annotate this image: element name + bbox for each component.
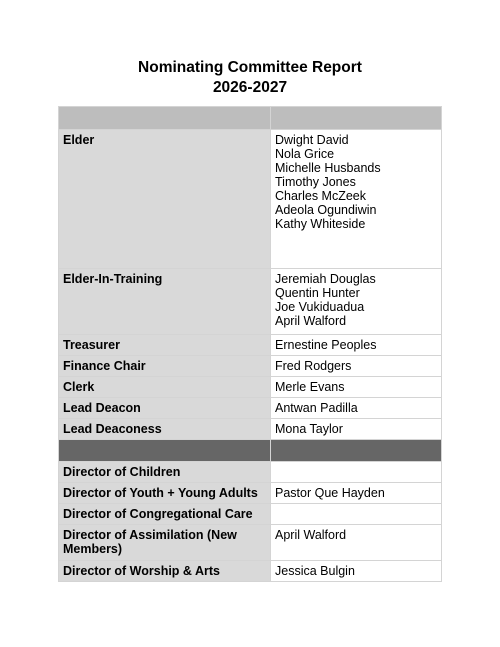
name-entry: Michelle Husbands	[275, 161, 381, 175]
name-entry: Kathy Whiteside	[275, 217, 366, 231]
table-row	[59, 504, 442, 525]
separator-band-row	[59, 440, 442, 462]
name-entry: Jeremiah Douglas	[275, 272, 376, 286]
name-cell: Pastor Que Hayden	[271, 483, 442, 504]
name-entry: Charles McZeek	[275, 189, 366, 203]
role-cell: Elder	[59, 130, 271, 269]
table-row	[59, 398, 442, 419]
name-cell: Jessica Bulgin	[271, 561, 442, 582]
name-cell	[271, 462, 442, 483]
name-entry: April Walford	[275, 314, 347, 328]
header-band-cell	[59, 107, 271, 130]
document-title	[0, 58, 500, 98]
name-cell	[271, 504, 442, 525]
header-band-cell	[271, 107, 442, 130]
role-cell: Treasurer	[59, 335, 271, 356]
role-cell: Clerk	[59, 377, 271, 398]
table-row	[59, 377, 442, 398]
name-entry: Adeola Ogundiwin	[275, 203, 377, 217]
names-cell	[271, 269, 442, 335]
name-cell: Antwan Padilla	[271, 398, 442, 419]
table-row	[59, 356, 442, 377]
table-row	[59, 130, 442, 269]
role-cell: Director of Assimilation (New Members)	[59, 525, 271, 561]
role-cell: Finance Chair	[59, 356, 271, 377]
role-cell: Director of Congregational Care	[59, 504, 271, 525]
name-cell: April Walford	[271, 525, 442, 561]
name-entry: Dwight David	[275, 133, 349, 147]
name-entry: Timothy Jones	[275, 175, 356, 189]
role-cell: Director of Worship & Arts	[59, 561, 271, 582]
table-row	[59, 419, 442, 440]
table-row	[59, 483, 442, 504]
separator-band-cell	[59, 440, 271, 462]
title-line-2: 2026-2027	[212, 79, 288, 96]
table-row	[59, 269, 442, 335]
name-entry: Nola Grice	[275, 147, 335, 161]
name-cell: Fred Rodgers	[271, 356, 442, 377]
name-cell: Merle Evans	[271, 377, 442, 398]
name-cell: Mona Taylor	[271, 419, 442, 440]
role-cell: Director of Youth + Young Adults	[59, 483, 271, 504]
table-row	[59, 335, 442, 356]
header-band-row	[59, 107, 442, 130]
name-entry: Joe Vukiduadua	[275, 300, 365, 314]
separator-band-cell	[271, 440, 442, 462]
table-row	[59, 561, 442, 582]
role-cell: Director of Children	[59, 462, 271, 483]
role-cell: Lead Deaconess	[59, 419, 271, 440]
table-row	[59, 462, 442, 483]
name-entry: Quentin Hunter	[275, 286, 360, 300]
title-line-1: Nominating Committee Report	[138, 59, 362, 76]
role-cell: Lead Deacon	[59, 398, 271, 419]
name-cell: Ernestine Peoples	[271, 335, 442, 356]
role-cell: Elder-In-Training	[59, 269, 271, 335]
table-row	[59, 525, 442, 561]
nominations-table	[58, 106, 442, 582]
names-cell	[271, 130, 442, 269]
